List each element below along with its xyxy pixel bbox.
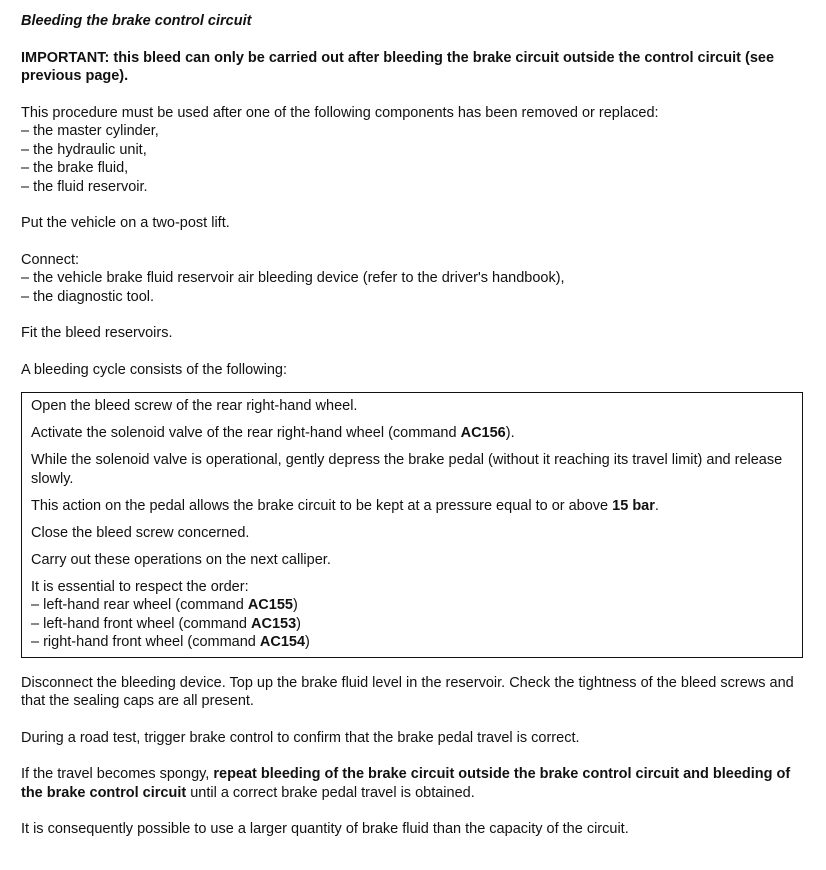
- connect-heading: Connect:: [21, 251, 80, 268]
- command-code: AC154: [259, 634, 306, 650]
- bleeding-cycle-box: [21, 392, 803, 658]
- list-item: – the master cylinder,: [21, 123, 159, 139]
- fit-reservoirs-instruction: Fit the bleed reservoirs.: [21, 325, 173, 341]
- road-test-instruction: During a road test, trigger brake control to confirm that the brake pedal travel is correct.: [21, 729, 580, 746]
- order-heading: It is essential to respect the order:: [31, 578, 249, 595]
- list-item: – left-hand rear wheel (command AC155): [31, 597, 298, 613]
- conclusion-note: It is consequently possible to use a larger quantity of brake fluid than the capacity of the circuit.: [21, 821, 629, 837]
- cycle-step-next-calliper: Carry out these operations on the next calliper.: [31, 551, 331, 568]
- bleeding-cycle-intro: A bleeding cycle consists of the following:: [21, 361, 287, 378]
- disconnect-instruction: Disconnect the bleeding device. Top up the brake fluid level in the reservoir. Check the tightness of the bleed screws and that the sealing caps are all present.: [21, 674, 794, 709]
- components-list: [21, 122, 811, 196]
- cycle-step-close-screw: Close the bleed screw concerned.: [31, 524, 250, 541]
- order-section: [31, 578, 793, 652]
- cycle-step-depress-pedal: While the solenoid valve is operational, gently depress the brake pedal (without it reaching its travel limit) and release slowly.: [31, 452, 783, 487]
- list-item: – the vehicle brake fluid reservoir air bleeding device (refer to the driver's handbook),: [21, 270, 565, 286]
- pressure-value: 15 bar: [612, 497, 655, 514]
- list-item: – the hydraulic unit,: [21, 141, 147, 158]
- document-page: [21, 12, 811, 839]
- cycle-step-pressure: This action on the pedal allows the brake circuit to be kept at a pressure equal to or above 15 bar.: [31, 497, 659, 514]
- list-item: – left-hand front wheel (command AC153): [31, 615, 302, 632]
- section-title: Bleeding the brake control circuit: [21, 13, 252, 29]
- repeat-bleeding-emphasis: repeat bleeding of the brake circuit outside the brake control circuit and bleeding of the brake control circuit: [21, 766, 791, 801]
- procedure-intro: This procedure must be used after one of the following components has been removed or replaced:: [21, 104, 659, 121]
- cycle-step-activate-valve: Activate the solenoid valve of the rear right-hand wheel (command AC156).: [31, 425, 515, 441]
- order-list: [31, 596, 793, 652]
- connect-list: [21, 269, 811, 306]
- command-code: AC156: [460, 425, 506, 441]
- list-item: – the brake fluid,: [21, 160, 129, 176]
- command-code: AC153: [251, 615, 297, 632]
- list-item: – the fluid reservoir.: [21, 178, 148, 195]
- cycle-step-open-screw: Open the bleed screw of the rear right-hand wheel.: [31, 398, 358, 414]
- command-code: AC155: [247, 597, 293, 613]
- important-notice: IMPORTANT: this bleed can only be carried out after bleeding the brake circuit outside the control circuit (see previous page).: [21, 49, 775, 84]
- list-item: – the diagnostic tool.: [21, 288, 155, 305]
- lift-instruction: Put the vehicle on a two-post lift.: [21, 215, 230, 231]
- spongy-travel-instruction: If the travel becomes spongy, repeat bleeding of the brake circuit outside the brake control circuit and bleeding of the brake control circuit until a correct brake pedal travel is obtained.: [21, 766, 791, 801]
- list-item: – right-hand front wheel (command AC154): [31, 634, 310, 650]
